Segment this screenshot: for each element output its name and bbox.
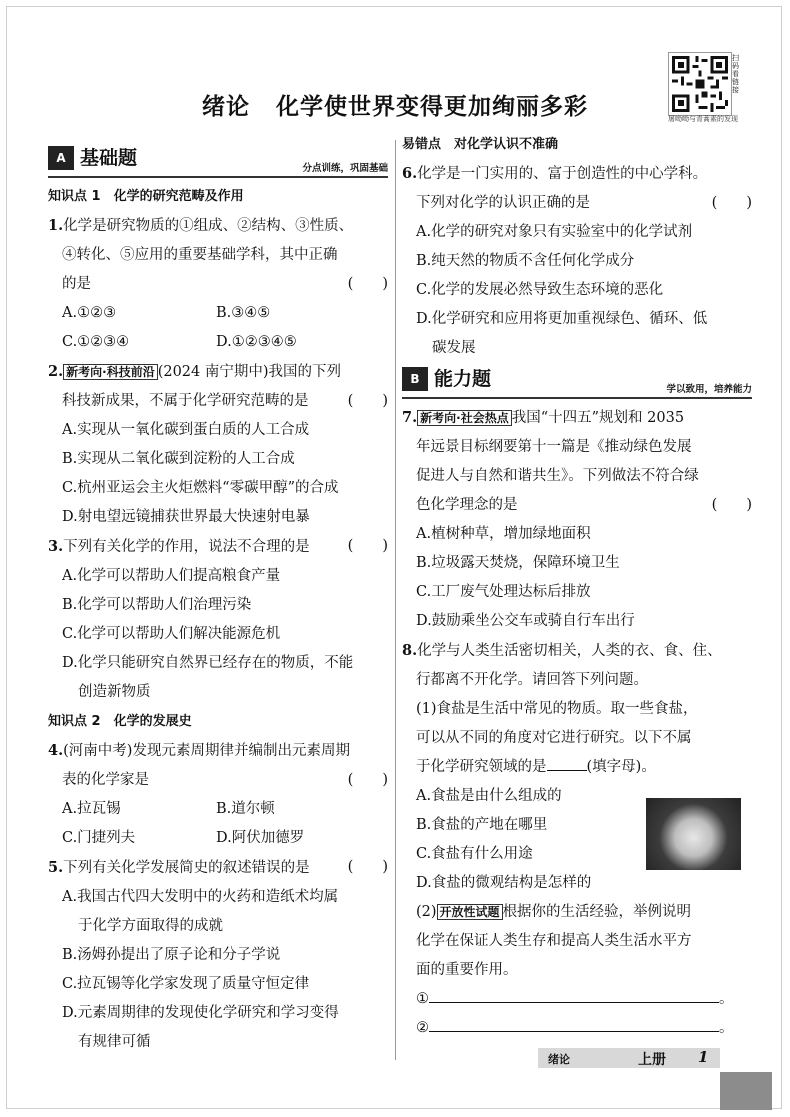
option-a[interactable]: A.我国古代四大发明中的火药和造纸术均属 (62, 889, 339, 905)
book-icon: A (48, 146, 74, 170)
footer-book: 上册 (638, 1052, 666, 1068)
option-d[interactable]: D.化学研究和应用将更加重视绿色、循环、低 (416, 311, 708, 327)
option-d-cont: 碳发展 (432, 340, 476, 356)
option-b[interactable]: B.实现从二氧化碳到淀粉的人工合成 (62, 451, 295, 467)
option-c[interactable]: C.门捷列夫 (62, 830, 136, 846)
right-column (402, 130, 752, 1043)
option-a[interactable]: A.实现从一氧化碳到蛋白质的人工合成 (62, 422, 310, 438)
option-c[interactable]: C.化学可以帮助人们解决能源危机 (62, 626, 281, 642)
option-b[interactable]: B.③④⑤ (216, 305, 271, 321)
section-name: 基础题 (80, 147, 138, 169)
option-c[interactable]: C.①②③④ (62, 334, 130, 350)
salt-photo (646, 798, 741, 870)
option-a[interactable]: A.化学的研究对象只有实验室中的化学试剂 (416, 224, 693, 240)
option-a[interactable]: A.化学可以帮助人们提高粮食产量 (62, 568, 281, 584)
tag-badge: 新考向·科技前沿 (63, 364, 158, 380)
option-c[interactable]: C.杭州亚运会主火炬燃料“零碳甲醇”的合成 (62, 480, 339, 496)
option-c[interactable]: C.食盐有什么用途 (416, 846, 533, 862)
option-d[interactable]: D.元素周期律的发现使化学研究和学习变得 (62, 1005, 339, 1021)
book-icon: B (402, 367, 428, 391)
section-sub: 学以致用，培养能力 (666, 384, 752, 395)
page-number: 1 (698, 1048, 709, 1066)
option-d-cont: 有规律可循 (78, 1034, 151, 1050)
section-name: 能力题 (434, 368, 492, 390)
column-divider (395, 140, 396, 1060)
option-d[interactable]: D.化学只能研究自然界已经存在的物质，不能 (62, 655, 354, 671)
answer-line-2[interactable] (429, 1017, 719, 1032)
answer-bracket: ( ) (711, 195, 752, 211)
answer-bracket: ( ) (347, 276, 388, 292)
option-d[interactable]: D.①②③④⑤ (216, 334, 297, 350)
option-b[interactable]: B.汤姆孙提出了原子论和分子学说 (62, 947, 281, 963)
answer-blank[interactable] (547, 756, 587, 771)
question-5: 5.下列有关化学发展简史的叙述错误的是 ( ) A.我国古代四大发明中的火药和造纸术均属 于化学方面取得的成就 B.汤姆孙提出了原子论和分子学说 C.拉瓦锡等化学家发现了质量守恒定律 D.元素周期律的发现使化学研究和学习变得 有规律可循 (48, 853, 388, 1057)
option-a[interactable]: A.拉瓦锡 (62, 801, 121, 817)
question-6: 6.化学是一门实用的、富于创造性的中心学科。 下列对化学的认识正确的是 ( ) A.化学的研究对象只有实验室中的化学试剂 B.纯天然的物质不含任何化学成分 C.化学的发展必然导致生态环境的恶化 D.化学研究和应用将更加重视绿色、循环、低 碳发展 (402, 159, 752, 363)
title-main: 绪论 (202, 94, 250, 120)
section-header-basic (48, 142, 388, 178)
option-a[interactable]: A.植树种草，增加绿地面积 (416, 526, 591, 542)
option-c[interactable]: C.拉瓦锡等化学家发现了质量守恒定律 (62, 976, 310, 992)
option-a[interactable]: A.①②③ (62, 305, 117, 321)
error-prone-header: 易错点 对化学认识不准确 (402, 137, 559, 152)
question-1: 1.化学是研究物质的①组成、②结构、③性质、 ④转化、⑤应用的重要基础学科，其中正确 的是 ( ) A.①②③ B.③④⑤ C.①②③④ D.①②③④⑤ (48, 211, 388, 357)
qr-side-text: 扫码看链接 (732, 54, 739, 94)
left-column (48, 142, 388, 1057)
question-7: 7. 新考向·社会热点 我国“十四五”规划和 2035 年远景目标纲要第十一篇是《推动绿色发展 促进人与自然和谐共生》。下列做法不符合绿 色化学理念的是 ( ) A.植树种草，增加绿地面积 B.垃圾露天焚烧，保障环境卫生 C.工厂废气处理达标后排放 D.鼓励乘坐公交车或骑自行车出行 (402, 403, 752, 636)
tag-badge: 新考向·社会热点 (417, 410, 512, 426)
question-8: 8.化学与人类生活密切相关，人类的衣、食、住、 行都离不开化学。请回答下列问题。 (1)食盐是生活中常见的物质。取一些食盐， 可以从不同的角度对它进行研究。以下不属 于化学研究领域的是 (填字母)。 A.食盐是由什么组成的 B.食盐的产地在哪里 C.食盐有什么用途 D.食盐的微观结构是怎样的 (2) 开放性试题 根据你的生活经验，举例说明 化学在保证人类生存和提高人类生活水平方 面的重要作用。 ① 。 ② 。 (402, 636, 752, 1043)
knowledge-point-2: 知识点 2 化学的发展史 (48, 714, 192, 729)
option-b[interactable]: B.化学可以帮助人们治理污染 (62, 597, 252, 613)
footer-section: 绪论 (548, 1053, 570, 1066)
option-d[interactable]: D.阿伏加德罗 (216, 830, 305, 846)
option-d[interactable]: D.射电望远镜捕获世界最大快速射电暴 (62, 509, 310, 525)
option-d[interactable]: D.食盐的微观结构是怎样的 (416, 875, 592, 891)
qr-note: 屠呦呦与青蒿素的发现 (668, 115, 738, 123)
title-sub: 化学使世界变得更加绚丽多彩 (276, 94, 588, 120)
answer-bracket: ( ) (347, 393, 388, 409)
option-b[interactable]: B.垃圾露天焚烧，保障环境卫生 (416, 555, 620, 571)
qr-code-icon[interactable] (668, 52, 732, 116)
answer-bracket: ( ) (347, 538, 388, 554)
section-sub: 分点训练，巩固基础 (302, 163, 388, 174)
option-b[interactable]: B.道尔顿 (216, 801, 275, 817)
answer-bracket: ( ) (711, 497, 752, 513)
option-a[interactable]: A.食盐是由什么组成的 (416, 788, 562, 804)
option-c[interactable]: C.工厂废气处理达标后排放 (416, 584, 591, 600)
page-footer (538, 1048, 720, 1068)
option-c[interactable]: C.化学的发展必然导致生态环境的恶化 (416, 282, 664, 298)
answer-bracket: ( ) (347, 859, 388, 875)
question-3: 3.下列有关化学的作用，说法不合理的是 ( ) A.化学可以帮助人们提高粮食产量 B.化学可以帮助人们治理污染 C.化学可以帮助人们解决能源危机 D.化学只能研究自然界已经存在的物质，不能 创造新物质 (48, 532, 388, 707)
option-d[interactable]: D.鼓励乘坐公交车或骑自行车出行 (416, 613, 635, 629)
option-a-cont: 于化学方面取得的成就 (78, 918, 223, 934)
knowledge-point-1: 知识点 1 化学的研究范畴及作用 (48, 189, 244, 204)
tag-badge: 开放性试题 (437, 904, 503, 920)
question-2: 2. 新考向·科技前沿 (2024 南宁期中)我国的下列 科技新成果，不属于化学研究范畴的是 ( ) A.实现从一氧化碳到蛋白质的人工合成 B.实现从二氧化碳到淀粉的人工合成 C.杭州亚运会主火炬燃料“零碳甲醇”的合成 D.射电望远镜捕获世界最大快速射电暴 (48, 357, 388, 532)
section-header-ability (402, 363, 752, 399)
corner-block (720, 1072, 772, 1110)
answer-line-1[interactable] (429, 988, 719, 1003)
question-4: 4.(河南中考)发现元素周期律并编制出元素周期 表的化学家是 ( ) A.拉瓦锡 B.道尔顿 C.门捷列夫 D.阿伏加德罗 (48, 736, 388, 853)
option-b[interactable]: B.食盐的产地在哪里 (416, 817, 548, 833)
answer-bracket: ( ) (347, 772, 388, 788)
option-d-cont: 创造新物质 (78, 684, 151, 700)
option-b[interactable]: B.纯天然的物质不含任何化学成分 (416, 253, 635, 269)
